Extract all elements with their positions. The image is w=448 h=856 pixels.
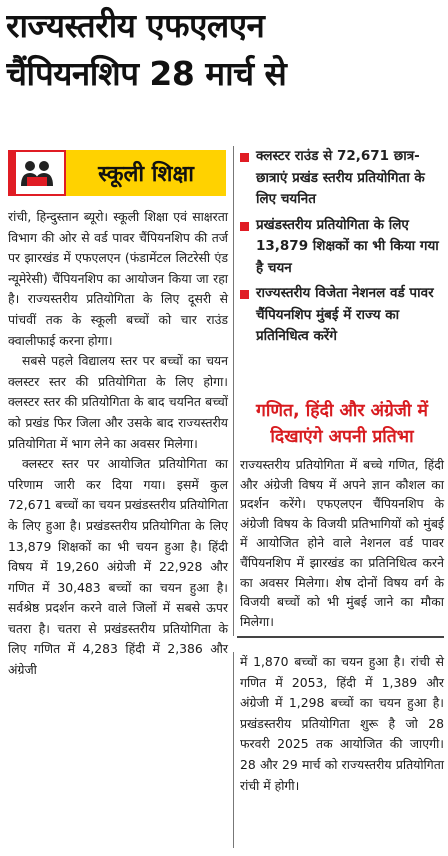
column-divider-lower [233, 652, 234, 848]
highlights-list [240, 146, 444, 352]
left-article-body [8, 207, 228, 681]
article-paragraph: क्लस्टर स्तर पर आयोजित प्रतियोगिता का परिणाम जारी कर दिया गया। इसमें कुल 72,671 बच्चों का चयन प्रखंडस्तरीय प्रतियोगिता के लिए हुआ है। प्रखंडस्तरीय प्रतियोगिता के लिए 13,879 शिक्षकों का भी चयन हुआ है। हिंदी विषय में 19,260 अंग्रेजी में 22,928 और गणित में 30,483 बच्चों का चयन हुआ है। सर्वश्रेष्ठ प्रदर्शन करने वाले जिलों में सबसे ऊपर चतरा है। चतरा से प्रखंडस्तरीय प्रतियोगिता के लिए गणित में 4,283 हिंदी में 2,386 और अंग्रेजी [8, 456, 228, 678]
headline [6, 2, 442, 98]
headline-line-2: चैंपियनशिप 28 मार्च से [6, 54, 287, 93]
column-divider [233, 146, 234, 636]
box-paragraph: राज्यस्तरीय प्रतियोगिता में बच्चे गणित, हिंदी और अंग्रेजी विषय में अपने ज्ञान कौशल का प्रदर्शन करेंगे। एफएलएन चैंपियनशिप के अंग्रेजी विषय के विजयी प्रतिभागियों को मुंबई में आयोजित होने वाले नेशनल वर्ड पावर चैंपियनशिप में झारखंड का प्रतिनिधित्व करने का अवसर मिलेगा। शेष दोनों विषय वर्ग के विजयी बच्चों को भी मुंबई जाने का मौका मिलेगा। [240, 457, 444, 629]
highlight-item [240, 215, 444, 280]
article-paragraph: में 1,870 बच्चों का चयन हुआ है। रांची से गणित में 2053, हिंदी में 1,389 और अंग्रेजी में 1,298 बच्चों का चयन हुआ है। प्रखंडस्तरीय प्रतियोगिता शुरू है जो 28 फरवरी 2025 तक आयोजित की जाएगी। 28 और 29 मार्च को राज्यस्तरीय प्रतियोगिता रांची में होगी। [240, 654, 444, 793]
bullet-square-icon [240, 153, 249, 162]
box-body [240, 455, 444, 631]
people-icon-graphic [19, 158, 55, 188]
badge-accent-bar [10, 152, 16, 194]
bullet-square-icon [240, 290, 249, 299]
highlight-text: प्रखंडस्तरीय प्रतियोगिता के लिए 13,879 शिक्षकों का भी किया गया है चयन [256, 216, 439, 276]
box-bottom-rule [237, 636, 444, 638]
highlight-text: क्लस्टर राउंड से 72,671 छात्र-छात्राएं प्रखंड स्तरीय प्रतियोगिता के लिए चयनित [256, 148, 425, 207]
bullet-square-icon [240, 222, 249, 231]
highlight-item [240, 146, 444, 211]
section-badge [8, 150, 226, 196]
article-paragraph: रांची, हिन्दुस्तान ब्यूरो। स्कूली शिक्षा एवं साक्षरता विभाग की ओर से वर्ड पावर चैंपियनशिप की तर्ज पर झारखंड में एफएलएन (फंडामेंटल लिटरेसी एंड न्यूमेरेसी) चैंपियनशिप का आयोजन किया जा रहा है। राज्यस्तरीय प्रतियोगिता के लिए दूसरी से पांचवीं तक के स्कूली बच्चों को चार राउंड क्वालीफाई करना होगा। [8, 209, 228, 348]
people-icon [8, 150, 66, 196]
right-article-continued [240, 652, 444, 796]
headline-line-1: राज्यस्तरीय एफएलएन [6, 6, 265, 45]
highlight-text: राज्यस्तरीय विजेता नेशनल वर्ड पावर चैंपियनशिप मुंबई में राज्य का प्रतिनिधित्व करेंगे [256, 285, 434, 344]
section-badge-label: स्कूली शिक्षा [66, 150, 226, 196]
box-subheading: गणित, हिंदी और अंग्रेजी में दिखाएंगे अपनी प्रतिभा [256, 401, 428, 447]
highlight-item [240, 283, 444, 348]
article-paragraph: सबसे पहले विद्यालय स्तर पर बच्चों का चयन क्लस्टर स्तर की प्रतियोगिता के लिए होगा। क्लस्टर स्तर की प्रतियोगिता के बाद चयनित बच्चों को प्रखंड फिर जिला और उसके बाद राज्यस्तरीय प्रतियोगिता में भाग लेने का अवसर मिलेगा। [8, 353, 228, 451]
